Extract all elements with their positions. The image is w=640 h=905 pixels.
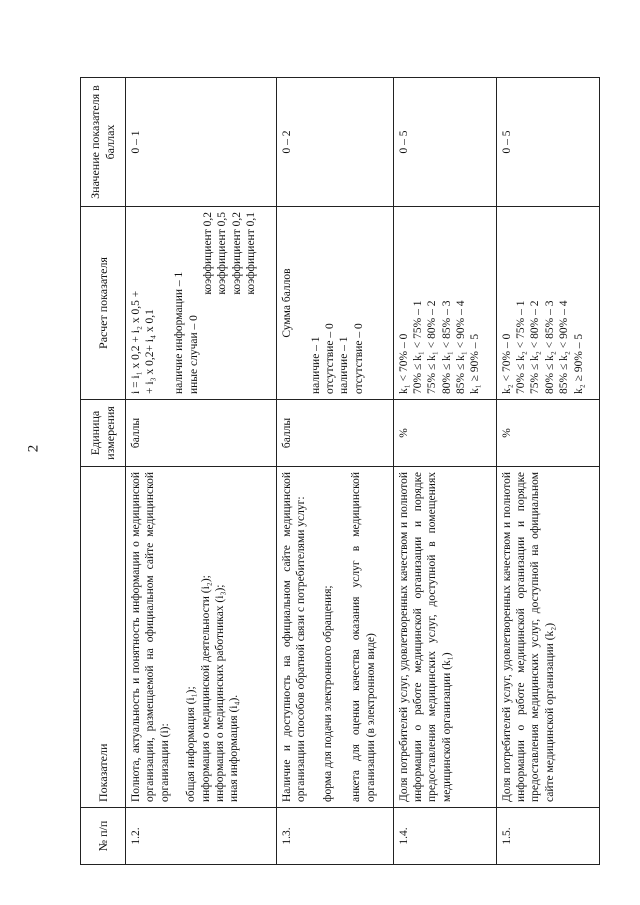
indicator-sub-item: иная информация (i₄). bbox=[228, 694, 241, 802]
calc-line: 85% ≤ k₂ < 90% – 4 bbox=[558, 300, 571, 394]
indicator-sub-item: информация о медицинских работниках (i₃); bbox=[213, 584, 226, 802]
calc-line: 70% ≤ k₂ < 75% – 1 bbox=[515, 300, 528, 394]
rotated-table-wrapper bbox=[80, 85, 600, 865]
table-body bbox=[126, 78, 600, 865]
row-value: 0 – 5 bbox=[393, 78, 496, 207]
row-calc bbox=[496, 207, 599, 400]
table-header-row bbox=[81, 78, 126, 865]
calc-line: k₁ < 70% – 0 bbox=[397, 333, 410, 394]
row-value: 0 – 1 bbox=[126, 78, 277, 207]
indicator-main-text: Полнота, актуальность и понятность информации о медицинской организации, размещаемой на официальном сайте медицинской организации (i): bbox=[130, 472, 171, 802]
indicator-main-text: Наличие и доступность на официальном сайте медицинской организации способов обратной связи с потребителями услуг: bbox=[280, 472, 308, 802]
header-indicator: Показатели bbox=[81, 467, 126, 808]
indicator-main-text: Доля потребителей услуг, удовлетворенных качеством и полнотой информации о работе медицинской организации и порядке предоставления медицинских услуг, доступной на официальном сайте медицинской организации (k₂) bbox=[500, 472, 556, 802]
row-calc bbox=[276, 207, 393, 400]
calc-line: k₂ ≥ 90% – 5 bbox=[572, 333, 585, 394]
calc-line: коэффициент 0,5 bbox=[216, 212, 229, 295]
table-row bbox=[126, 78, 277, 865]
calc-line: 85% ≤ k₁ < 90% – 4 bbox=[455, 300, 467, 394]
calc-line: коэффициент 0,2 bbox=[230, 212, 243, 295]
calc-line: k₂ < 70% – 0 bbox=[500, 333, 513, 394]
row-unit: % bbox=[496, 400, 599, 467]
header-unit: Единица измерения bbox=[81, 400, 126, 467]
row-num: 1.3. bbox=[276, 808, 393, 865]
row-unit: % bbox=[393, 400, 496, 467]
calc-line: 75% ≤ k₂ < 80% – 2 bbox=[529, 300, 542, 394]
row-value: 0 – 5 bbox=[496, 78, 599, 207]
calc-line: 80% ≤ k₂ < 85% – 3 bbox=[543, 300, 556, 394]
calc-line: коэффициент 0,1 bbox=[245, 212, 257, 295]
row-unit: баллы bbox=[126, 400, 277, 467]
calc-line bbox=[158, 212, 172, 394]
calc-line: наличие информации – 1 bbox=[173, 271, 186, 394]
row-indicator bbox=[393, 467, 496, 808]
indicators-table bbox=[80, 77, 600, 865]
indicator-sub-item: общая информация (i₁); bbox=[185, 686, 198, 802]
table-row bbox=[393, 78, 496, 865]
calc-line: 75% ≤ k₁ < 80% – 2 bbox=[426, 300, 439, 394]
table-row bbox=[276, 78, 393, 865]
indicator-sub-item: информация о медицинской деятельности (i₂); bbox=[199, 575, 212, 802]
calc-line: коэффициент 0,2 bbox=[201, 212, 214, 295]
header-value: Значение показателя в баллах bbox=[81, 78, 126, 207]
calc-line: k₁ ≥ 90% – 5 bbox=[469, 333, 482, 394]
calc-line: отсутствие – 0 bbox=[352, 323, 365, 394]
calc-line: отсутствие – 0 bbox=[324, 323, 337, 394]
row-indicator bbox=[276, 467, 393, 808]
calc-line: i = i₁ x 0,2 + i₂ x 0,5 + bbox=[130, 290, 142, 394]
row-num: 1.5. bbox=[496, 808, 599, 865]
calc-line: наличие – 1 bbox=[338, 336, 351, 394]
row-indicator bbox=[496, 467, 599, 808]
row-calc bbox=[126, 207, 277, 400]
table-row bbox=[496, 78, 599, 865]
page-number: 2 bbox=[25, 444, 42, 453]
calc-line: наличие – 1 bbox=[309, 336, 322, 394]
calc-line: 80% ≤ k₁ < 85% – 3 bbox=[440, 300, 453, 394]
indicator-sub-item: анкета для оценки качества оказания услуг в медицинской организации (в электронном виде) bbox=[350, 472, 377, 802]
row-calc bbox=[393, 207, 496, 400]
calc-line: иные случаи – 0 bbox=[187, 315, 200, 394]
row-indicator bbox=[126, 467, 277, 808]
calc-line bbox=[294, 212, 308, 394]
indicator-sub-item bbox=[335, 472, 349, 802]
calc-line: + i₃ x 0,2+ i₄ x 0,1 bbox=[144, 309, 157, 394]
row-unit: баллы bbox=[276, 400, 393, 467]
indicator-main-text: Доля потребителей услуг, удовлетворенных качеством и полнотой информации о работе медицинской организации и порядке предоставления медицинских услуг, доступной в помещениях медицинской организации (k₁) bbox=[397, 472, 453, 802]
row-num: 1.4. bbox=[393, 808, 496, 865]
row-value: 0 – 2 bbox=[276, 78, 393, 207]
header-calc: Расчет показателя bbox=[81, 207, 126, 400]
calc-line: 70% ≤ k₁ < 75% – 1 bbox=[411, 300, 424, 394]
row-num: 1.2. bbox=[126, 808, 277, 865]
calc-line: Сумма баллов bbox=[280, 268, 293, 338]
indicator-sub-item: форма для подачи электронного обращения; bbox=[321, 585, 334, 802]
header-num: № п/п bbox=[81, 808, 126, 865]
